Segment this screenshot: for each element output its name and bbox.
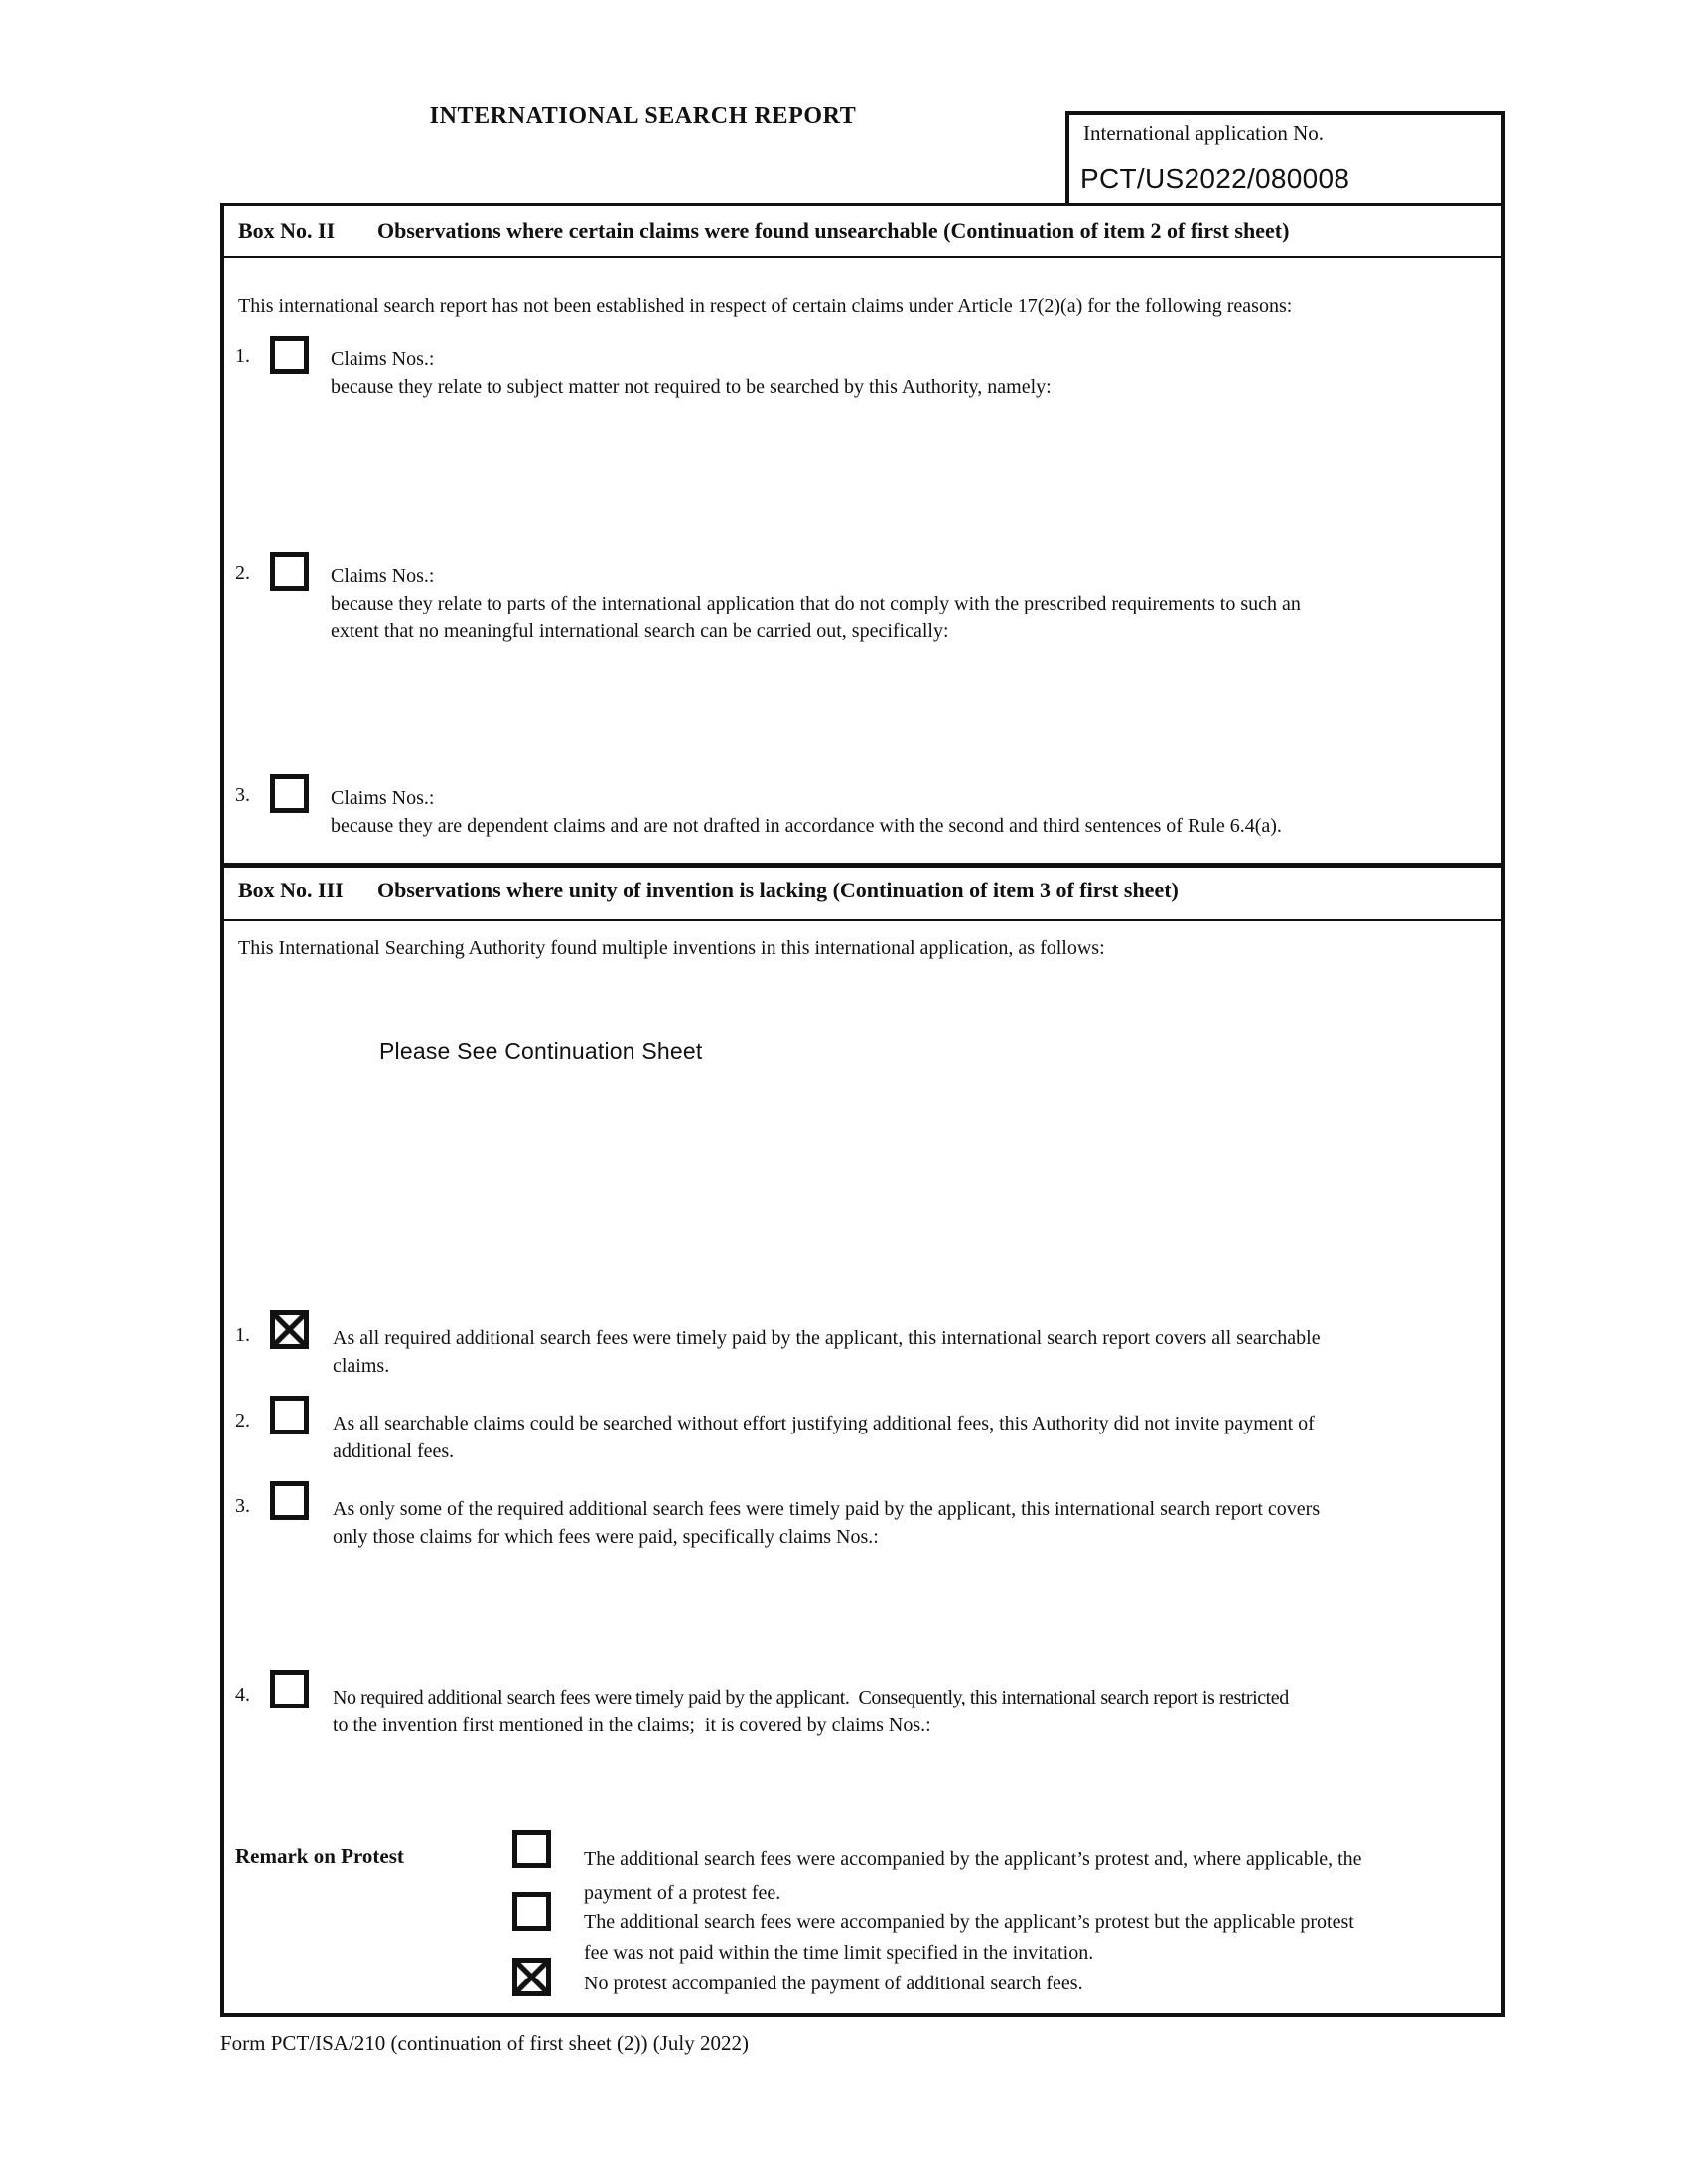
box2-item-1-checkbox[interactable] bbox=[270, 336, 309, 374]
box3-item-1-checkbox[interactable] bbox=[270, 1310, 309, 1349]
box2-label: Box No. II bbox=[238, 218, 336, 243]
remark-option-2-text bbox=[584, 1907, 1354, 1969]
box2-item-1-line-2: because they relate to subject matter not required to be searched by this Authority, namely: bbox=[331, 376, 1052, 398]
box2-item-1-number: 1. bbox=[235, 345, 250, 367]
box3-item-4-checkbox[interactable] bbox=[270, 1670, 309, 1708]
remark-option-1-text bbox=[584, 1843, 1362, 1910]
box3-item-2-checkbox[interactable] bbox=[270, 1396, 309, 1434]
box3-item-2-line-1: As all searchable claims could be searched without effort justifying additional fees, this Authority did not invite payment of bbox=[333, 1413, 1315, 1434]
box2-item-2-text bbox=[331, 562, 1301, 645]
remark-option-3-text bbox=[584, 1970, 1083, 1997]
box3-item-4-text bbox=[333, 1684, 1289, 1739]
box3-item-3-number: 3. bbox=[235, 1495, 250, 1517]
box3-item-3-line-1: As only some of the required additional search fees were timely paid by the applicant, this international search report covers bbox=[333, 1498, 1321, 1520]
box2-item-2-line-1: Claims Nos.: bbox=[331, 565, 435, 587]
remark-option-1-checkbox[interactable] bbox=[512, 1830, 551, 1868]
application-number-label: International application No. bbox=[1083, 121, 1325, 145]
page-title: INTERNATIONAL SEARCH REPORT bbox=[429, 103, 857, 129]
box2-item-3-checkbox[interactable] bbox=[270, 774, 309, 813]
box2-item-3-text bbox=[331, 784, 1282, 840]
remark-option-2-line-1: The additional search fees were accompanied by the applicant’s protest but the applicable protest bbox=[584, 1911, 1354, 1933]
remark-on-protest-label: Remark on Protest bbox=[235, 1844, 404, 1868]
box3-item-4-line-2: to the invention first mentioned in the claims; it is covered by claims Nos.: bbox=[333, 1714, 931, 1736]
continuation-sheet-note: Please See Continuation Sheet bbox=[379, 1038, 703, 1064]
box2-header-divider bbox=[220, 256, 1505, 258]
form-footer: Form PCT/ISA/210 (continuation of first sheet (2)) (July 2022) bbox=[220, 2031, 749, 2055]
box2-intro: This international search report has not been established in respect of certain claims under Article 17(2)(a) for the following reasons: bbox=[238, 295, 1293, 317]
main-form-box bbox=[220, 203, 1505, 2017]
box3-title: Observations where unity of invention is lacking (Continuation of item 3 of first sheet) bbox=[377, 878, 1179, 902]
box3-item-2-line-2: additional fees. bbox=[333, 1440, 455, 1462]
remark-option-2-checkbox[interactable] bbox=[512, 1892, 551, 1931]
box3-item-2-text bbox=[333, 1410, 1315, 1465]
box2-item-3-line-1: Claims Nos.: bbox=[331, 787, 435, 809]
application-number-value: PCT/US2022/080008 bbox=[1080, 163, 1350, 194]
box3-item-3-checkbox[interactable] bbox=[270, 1481, 309, 1520]
box3-intro: This International Searching Authority found multiple inventions in this international application, as follows: bbox=[238, 937, 1105, 959]
box3-item-3-text bbox=[333, 1495, 1320, 1551]
remark-option-3-checkbox[interactable] bbox=[512, 1958, 551, 1996]
box2-item-2-line-2: because they relate to parts of the international application that do not comply with the prescribed requirements to such an bbox=[331, 593, 1301, 614]
remark-option-1-line-2: payment of a protest fee. bbox=[584, 1882, 781, 1904]
box3-item-1-line-2: claims. bbox=[333, 1355, 390, 1377]
remark-option-3-line-1: No protest accompanied the payment of additional search fees. bbox=[584, 1973, 1083, 1994]
box2-item-3-number: 3. bbox=[235, 784, 250, 806]
remark-option-2-line-2: fee was not paid within the time limit specified in the invitation. bbox=[584, 1942, 1094, 1964]
box3-item-4-line-1: No required additional search fees were timely paid by the applicant. Consequently, this international search report is restricted bbox=[333, 1687, 1289, 1708]
remark-option-1-line-1: The additional search fees were accompanied by the applicant’s protest and, where applicable, the bbox=[584, 1848, 1362, 1870]
box2-item-1-line-1: Claims Nos.: bbox=[331, 348, 435, 370]
box3-item-1-number: 1. bbox=[235, 1324, 250, 1346]
box2-title: Observations where certain claims were found unsearchable (Continuation of item 2 of first sheet) bbox=[377, 218, 1290, 243]
box2-item-2-checkbox[interactable] bbox=[270, 552, 309, 591]
box3-item-4-number: 4. bbox=[235, 1684, 250, 1706]
box3-top-border bbox=[220, 863, 1505, 868]
application-number-box bbox=[1065, 111, 1505, 206]
box3-item-2-number: 2. bbox=[235, 1410, 250, 1432]
box3-item-3-line-2: only those claims for which fees were paid, specifically claims Nos.: bbox=[333, 1526, 879, 1548]
box2-item-2-number: 2. bbox=[235, 562, 250, 584]
box2-item-2-line-3: extent that no meaningful international search can be carried out, specifically: bbox=[331, 620, 949, 642]
box3-header-divider bbox=[220, 919, 1505, 921]
box2-item-1-text bbox=[331, 345, 1052, 401]
box3-label: Box No. III bbox=[238, 878, 344, 902]
box2-item-3-line-2: because they are dependent claims and are not drafted in accordance with the second and third sentences of Rule 6.4(a). bbox=[331, 815, 1282, 837]
box3-item-1-line-1: As all required additional search fees were timely paid by the applicant, this international search report covers all searchable bbox=[333, 1327, 1321, 1349]
box3-item-1-text bbox=[333, 1324, 1321, 1380]
